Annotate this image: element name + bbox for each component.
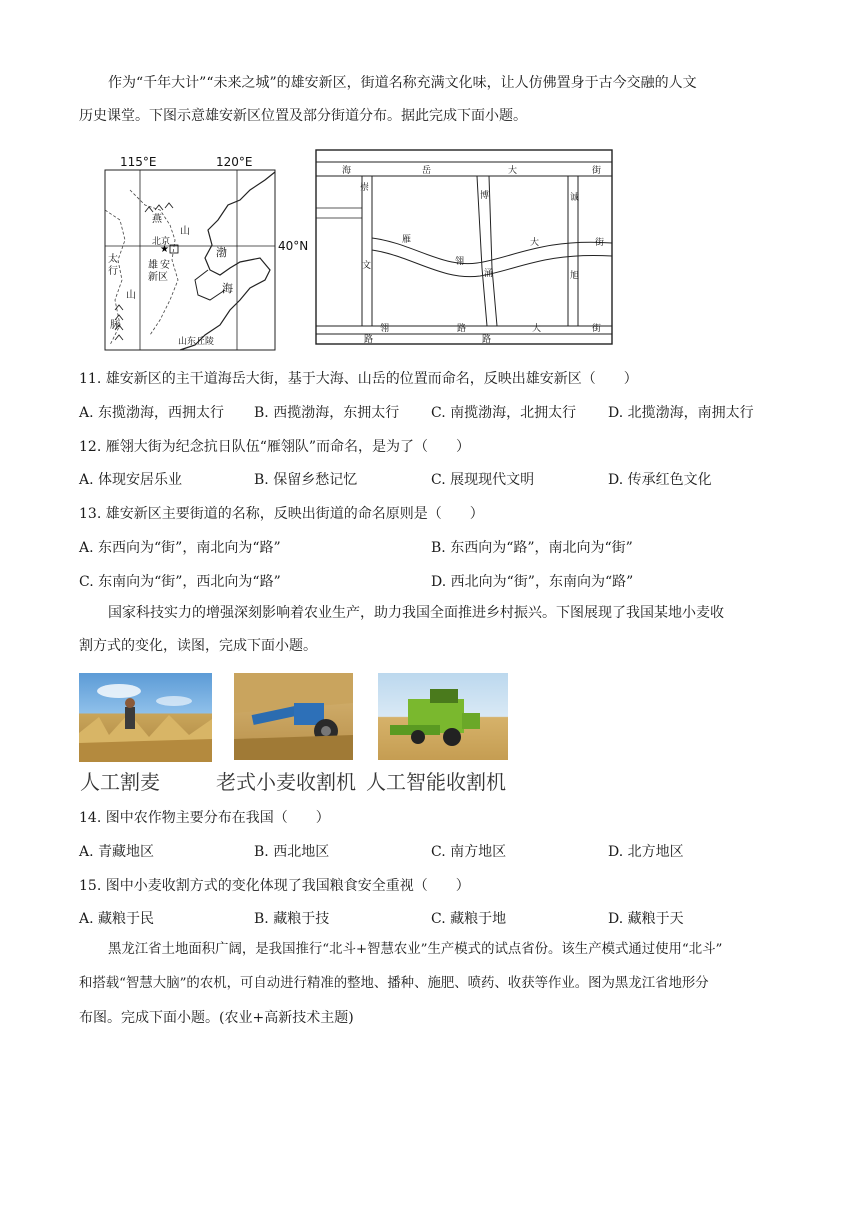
label-chong: 崇 [360, 183, 370, 193]
q13-option-d[interactable]: D. 西北向为“街”，东南向为“路” [431, 574, 634, 590]
caption-smart-harvester: 人工智能收割机 [366, 770, 506, 794]
left-stub-street [316, 208, 362, 218]
smart-harvester-photo [378, 673, 508, 760]
label-shan-2: 山 [126, 290, 136, 301]
label-ying: 翎 [380, 324, 390, 334]
label-hai: 海 [342, 166, 352, 176]
label-xu: 旭 [570, 271, 580, 281]
label-yong: 涌 [484, 269, 494, 279]
intro-line-2: 历史课堂。下图示意雄安新区位置及部分街道分布。据此完成下面小题。 [79, 108, 527, 124]
label-shan: 山 [180, 226, 190, 237]
q12-option-d[interactable]: D. 传承红色文化 [608, 472, 712, 488]
q12-stem: 12. 雁翎大街为纪念抗日队伍“雁翎队”而命名，是为了（ ） [79, 439, 471, 455]
q12-option-c[interactable]: C. 展现现代文明 [431, 472, 535, 488]
label-bo: 博 [480, 191, 490, 201]
label-shandong-hills: 山东丘陵 [178, 337, 215, 347]
q12-option-a[interactable]: A. 体现安居乐业 [79, 472, 183, 488]
intro3-line-1: 黑龙江省土地面积广阔，是我国推行“北斗+智慧农业”生产模式的试点省份。该生产模式通过使用“北斗” [108, 942, 723, 957]
label-jie-top: 街 [592, 166, 602, 176]
q14-option-a[interactable]: A. 青藏地区 [79, 844, 155, 860]
q13-option-a[interactable]: A. 东西向为“街”，南北向为“路” [79, 540, 281, 556]
label-da-bottom: 大 [532, 324, 542, 334]
intro3-line-3: 布图。完成下面小题。(农业+高新技术主题) [79, 1010, 354, 1026]
q13-option-b[interactable]: B. 东西向为“路”，南北向为“街” [431, 540, 633, 556]
label-hang: 行 [108, 266, 118, 277]
label-yue: 岳 [422, 166, 432, 176]
intro2-line-2: 割方式的变化，读图，完成下面小题。 [79, 638, 317, 654]
lon-120-label: 120°E [216, 155, 253, 169]
label-mai: 脉 [110, 320, 120, 331]
q13-stem: 13. 雄安新区主要街道的名称，反映出街道的命名原则是（ ） [79, 506, 484, 522]
q12-option-b[interactable]: B. 保留乡愁记忆 [254, 472, 358, 488]
label-da-mid: 大 [530, 238, 540, 248]
manual-harvest-photo [79, 673, 212, 762]
label-jie-mid: 街 [595, 238, 605, 248]
label-yan: 燕 [152, 214, 162, 225]
q14-stem: 14. 图中农作物主要分布在我国（ ） [79, 810, 330, 826]
label-xiong: 雄 [148, 260, 158, 271]
intro2-line-1: 国家科技实力的增强深刻影响着农业生产，助力我国全面推进乡村振兴。下图展现了我国某地小麦收 [108, 605, 724, 621]
caption-old-harvester: 老式小麦收割机 [216, 770, 356, 794]
q11-option-d[interactable]: D. 北揽渤海，南拥太行 [608, 405, 754, 421]
label-lu-left: 路 [364, 335, 374, 345]
label-jie-bottom: 街 [592, 324, 602, 334]
label-an: 安 [160, 260, 170, 271]
label-cheng: 诚 [570, 193, 580, 203]
q13-option-c[interactable]: C. 东南向为“街”，西北向为“路” [79, 574, 281, 590]
intro-line-1: 作为“千年大计”“未来之城”的雄安新区，街道名称充满文化味，让人仿佛置身于古今交融的人文 [108, 75, 697, 91]
label-lu-bottom: 路 [482, 335, 492, 345]
lon-115-label: 115°E [120, 155, 157, 169]
q11-option-b[interactable]: B. 西揽渤海，东拥太行 [254, 405, 400, 421]
label-ling: 翎 [455, 257, 465, 267]
caption-manual-harvest: 人工割麦 [80, 770, 160, 794]
haiyue-street [316, 162, 612, 176]
label-da-top: 大 [508, 166, 518, 176]
q11-stem: 11. 雄安新区的主干道海岳大街，基于大海、山岳的位置而命名，反映出雄安新区（ ） [79, 371, 638, 387]
q14-option-b[interactable]: B. 西北地区 [254, 844, 330, 860]
q15-option-c[interactable]: C. 藏粮于地 [431, 911, 507, 927]
street-map [312, 148, 615, 348]
q14-option-d[interactable]: D. 北方地区 [608, 844, 684, 860]
location-map [100, 150, 309, 355]
label-wen: 文 [362, 261, 372, 271]
label-yan: 雁 [402, 235, 412, 245]
old-harvester-photo [234, 673, 353, 760]
label-bo: 渤 [216, 246, 227, 259]
label-beijing: 北京 [152, 237, 171, 247]
q14-option-c[interactable]: C. 南方地区 [431, 844, 507, 860]
wencheng-road [362, 176, 372, 326]
label-hai: 海 [222, 282, 233, 295]
label-xinqu: 新区 [148, 272, 168, 283]
label-tai: 太 [108, 254, 118, 265]
intro3-line-2: 和搭载“智慧大脑”的农机，可自动进行精准的整地、播种、施肥、喷药、收获等作业。图为黑龙江省地形分 [79, 976, 709, 991]
q11-option-c[interactable]: C. 南揽渤海，北拥太行 [431, 405, 577, 421]
q15-option-a[interactable]: A. 藏粮于民 [79, 911, 155, 927]
q11-option-a[interactable]: A. 东揽渤海，西拥太行 [79, 405, 225, 421]
label-lu-bottom-mid: 路 [457, 324, 467, 334]
beijing-star-icon: ★ [160, 244, 169, 255]
q15-option-b[interactable]: B. 藏粮于技 [254, 911, 330, 927]
q15-option-d[interactable]: D. 藏粮于天 [608, 911, 684, 927]
yanshan-mountain-symbols [145, 203, 173, 212]
lat-40-label: 40°N [278, 239, 309, 253]
q15-stem: 15. 图中小麦收割方式的变化体现了我国粮食安全重视（ ） [79, 878, 470, 894]
coastline [180, 172, 275, 350]
